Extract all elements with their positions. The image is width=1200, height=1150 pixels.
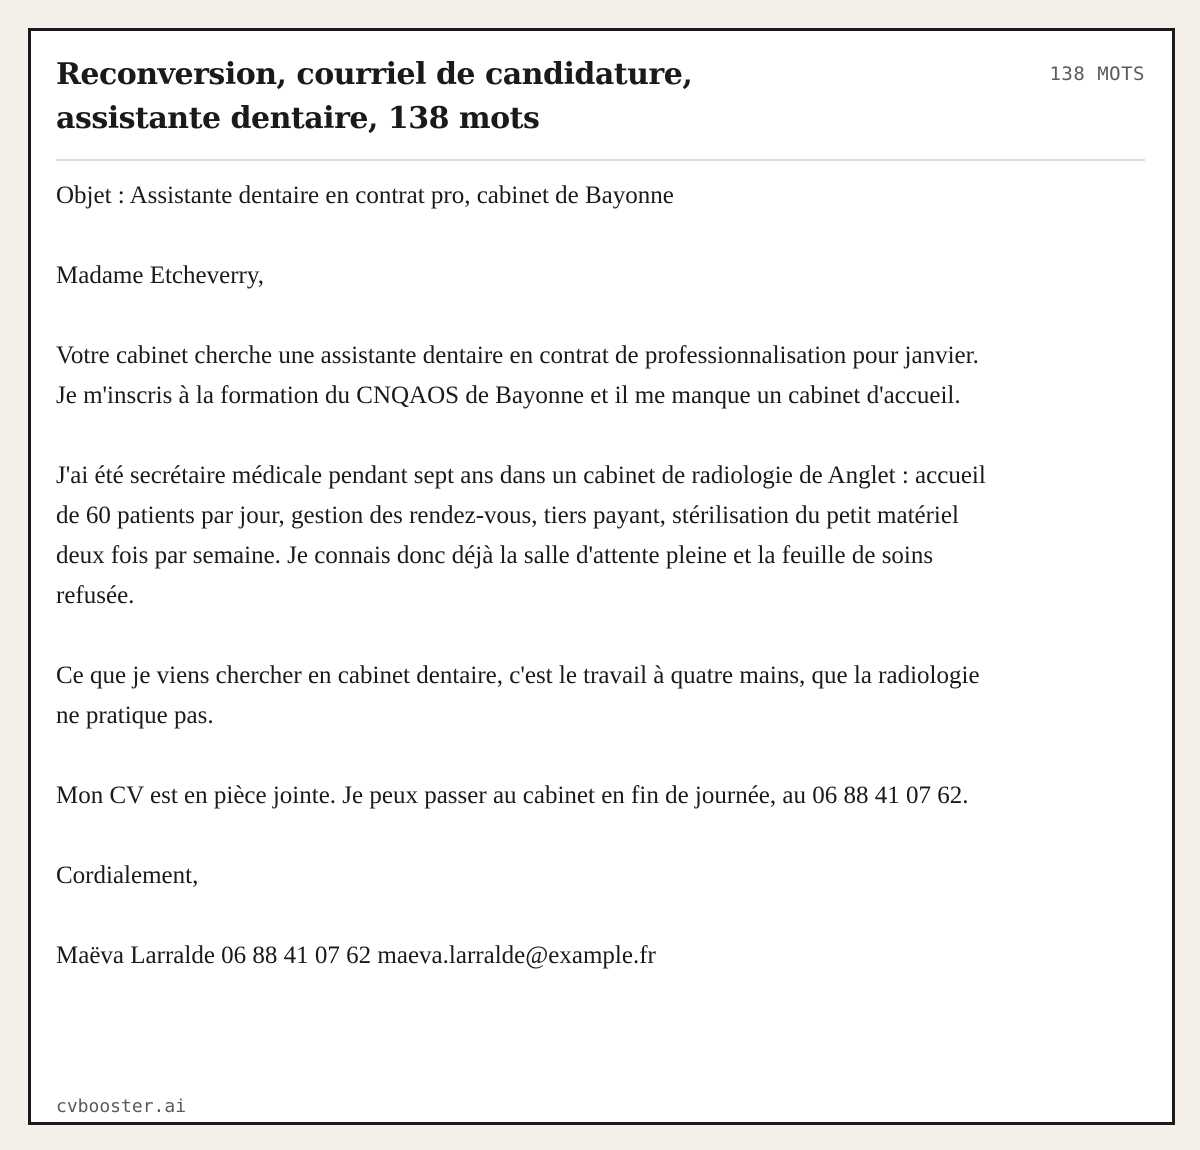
letter-closing: Cordialement, — [56, 862, 199, 889]
letter-paragraph-3: Ce que je viens chercher en cabinet dentaire, c'est le travail à quatre mains, que la radiologie ne pratique pas. — [56, 662, 980, 729]
letter-subject: Objet : Assistante dentaire en contrat pro, cabinet de Bayonne — [56, 182, 674, 209]
letter-header — [56, 53, 1145, 161]
header-divider — [56, 159, 1145, 161]
letter-card — [28, 28, 1175, 1125]
letter-body — [56, 176, 996, 976]
letter-paragraph-4: Mon CV est en pièce jointe. Je peux passer au cabinet en fin de journée, au 06 88 41 07 62. — [56, 782, 969, 809]
letter-signature: Maëva Larralde 06 88 41 07 62 maeva.larralde@example.fr — [56, 942, 656, 969]
title-line-1: Reconversion, courriel de candidature, — [56, 57, 693, 92]
title-line-2: assistante dentaire, 138 mots — [56, 101, 540, 136]
word-count-badge: 138 MOTS — [1049, 63, 1145, 85]
letter-salutation: Madame Etcheverry, — [56, 262, 264, 289]
letter-paragraph-2: J'ai été secrétaire médicale pendant sept ans dans un cabinet de radiologie de Anglet : accueil de 60 patients par jour, gestion des rendez-vous, tiers payant, stérilisation du petit matériel deux fois par semaine. Je connais donc déjà la salle d'attente pleine et la feuille de soins refusée. — [56, 462, 986, 609]
page-title — [56, 53, 816, 141]
brand-footer: cvbooster.ai — [56, 1096, 187, 1117]
letter-paragraph-1: Votre cabinet cherche une assistante dentaire en contrat de professionnalisation pour janvier. Je m'inscris à la formation du CNQAOS de Bayonne et il me manque un cabinet d'accueil. — [56, 342, 979, 409]
